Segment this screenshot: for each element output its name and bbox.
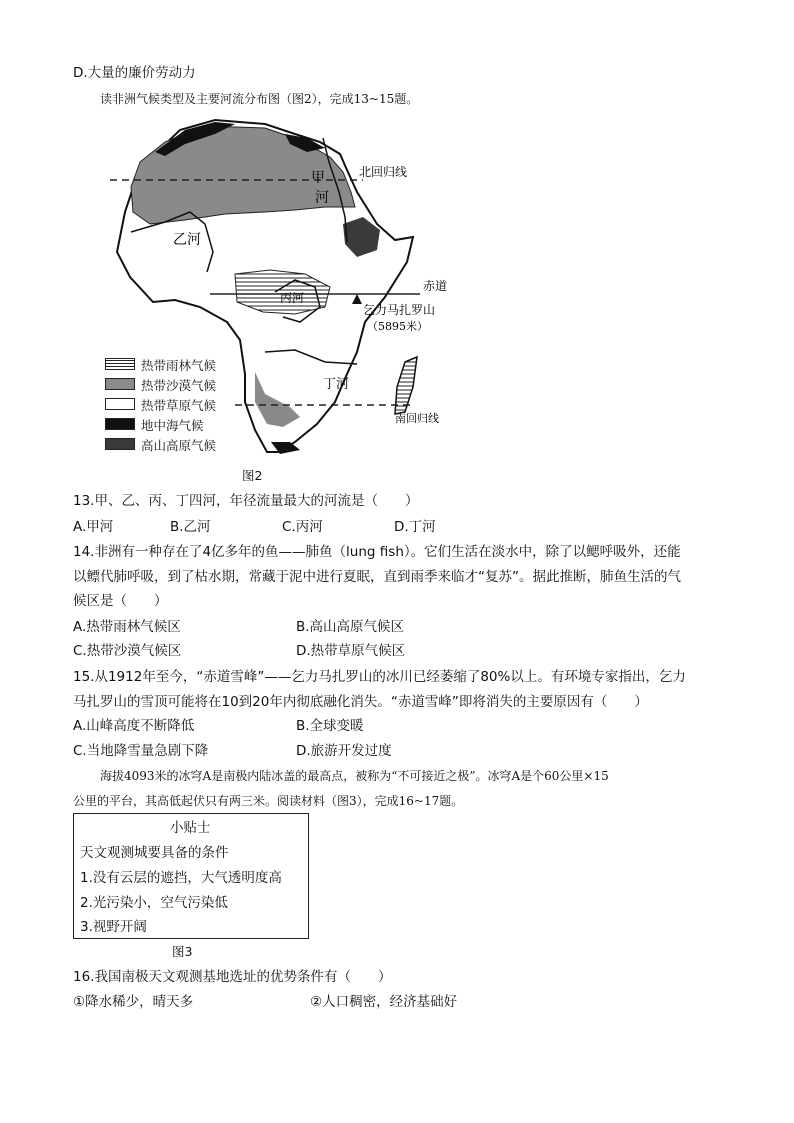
q16-option-2: ②人口稠密，经济基础好 bbox=[310, 994, 458, 1010]
legend-label: 热带雨林气候 bbox=[141, 358, 217, 373]
label-kilimanjaro: 乞力马扎罗山 bbox=[363, 303, 436, 317]
legend-swatch bbox=[105, 358, 135, 370]
label-he: 河 bbox=[315, 190, 329, 206]
legend-swatch bbox=[105, 418, 135, 430]
q13-option-b: B.乙河 bbox=[170, 519, 211, 535]
figure-2-caption: 图2 bbox=[242, 468, 263, 483]
tips-item-1: 1.没有云层的遮挡，大气透明度高 bbox=[80, 870, 282, 886]
q16-stem: 16.我国南极天文观测基地选址的优势条件有（ ） bbox=[73, 969, 392, 985]
label-equator: 赤道 bbox=[423, 279, 448, 293]
q14-option-b: B.高山高原气候区 bbox=[296, 619, 405, 635]
q14-option-a: A.热带雨林气候区 bbox=[73, 619, 181, 635]
legend-label: 地中海气候 bbox=[141, 418, 204, 433]
legend-label: 热带沙漠气候 bbox=[141, 378, 217, 393]
q12-option-d: D.大量的廉价劳动力 bbox=[73, 65, 196, 81]
intro-16-17-line1: 海拔4093米的冰穹A是南极内陆冰盖的最高点，被称为“不可接近之极”。冰穹A是个60公里×15 bbox=[100, 769, 609, 783]
label-yi: 乙河 bbox=[173, 232, 201, 248]
q15-option-a: A.山峰高度不断降低 bbox=[73, 718, 195, 734]
africa-climate-map bbox=[95, 112, 475, 462]
label-tropic-cancer: 北回归线 bbox=[359, 165, 408, 179]
legend-label: 热带草原气候 bbox=[141, 398, 217, 413]
intro-16-17-line2: 公里的平台，其高低起伏只有两三米。阅读材料（图3），完成16~17题。 bbox=[73, 794, 464, 808]
q15-option-d: D.旅游开发过度 bbox=[296, 743, 392, 759]
label-bing: 丙河 bbox=[280, 291, 305, 305]
legend-label: 高山高原气候 bbox=[141, 438, 217, 453]
q15-option-b: B.全球变暖 bbox=[296, 718, 364, 734]
q13-option-d: D.丁河 bbox=[394, 519, 436, 535]
q15-option-c: C.当地降雪量急剧下降 bbox=[73, 743, 209, 759]
tips-box bbox=[73, 813, 309, 939]
label-tropic-capricorn: 南回归线 bbox=[395, 412, 439, 425]
tips-heading: 天文观测城要具备的条件 bbox=[80, 845, 229, 861]
label-ding: 丁河 bbox=[323, 377, 350, 392]
q14-line1: 14.非洲有一种存在了4亿多年的鱼——肺鱼（lung fish）。它们生活在淡水中，除了以鳃呼吸外，还能 bbox=[73, 544, 681, 560]
intro-13-15: 读非洲气候类型及主要河流分布图（图2），完成13~15题。 bbox=[100, 92, 419, 106]
q14-option-d: D.热带草原气候区 bbox=[296, 643, 406, 659]
q14-option-c: C.热带沙漠气候区 bbox=[73, 643, 182, 659]
legend-swatch bbox=[105, 398, 135, 410]
label-kilimanjaro-height: （5895米） bbox=[367, 320, 428, 333]
q16-option-1: ①降水稀少，晴天多 bbox=[73, 994, 194, 1010]
q13-option-a: A.甲河 bbox=[73, 519, 114, 535]
legend-swatch bbox=[105, 378, 135, 390]
q14-line2: 以鳔代肺呼吸，到了枯水期，常藏于泥中进行夏眠，直到雨季来临才“复苏”。据此推断，肺鱼生活的气 bbox=[73, 569, 681, 585]
q14-line3: 候区是（ ） bbox=[73, 593, 168, 609]
figure-3-caption: 图3 bbox=[172, 944, 193, 959]
legend-swatch bbox=[105, 438, 135, 450]
q15-line2: 马扎罗山的雪顶可能将在10到20年内彻底融化消失。“赤道雪峰”即将消失的主要原因有（ ） bbox=[73, 694, 648, 710]
q13-option-c: C.丙河 bbox=[282, 519, 323, 535]
q13-stem: 13.甲、乙、丙、丁四河，年径流量最大的河流是（ ） bbox=[73, 493, 419, 509]
tips-item-3: 3.视野开阔 bbox=[80, 919, 147, 935]
tips-title: 小贴士 bbox=[170, 820, 211, 836]
q15-line1: 15.从1912年至今，“赤道雪峰”——乞力马扎罗山的冰川已经萎缩了80%以上。有环境专家指出，乞力 bbox=[73, 669, 686, 685]
tips-item-2: 2.光污染小，空气污染低 bbox=[80, 895, 228, 911]
label-jia: 甲 bbox=[311, 170, 325, 186]
